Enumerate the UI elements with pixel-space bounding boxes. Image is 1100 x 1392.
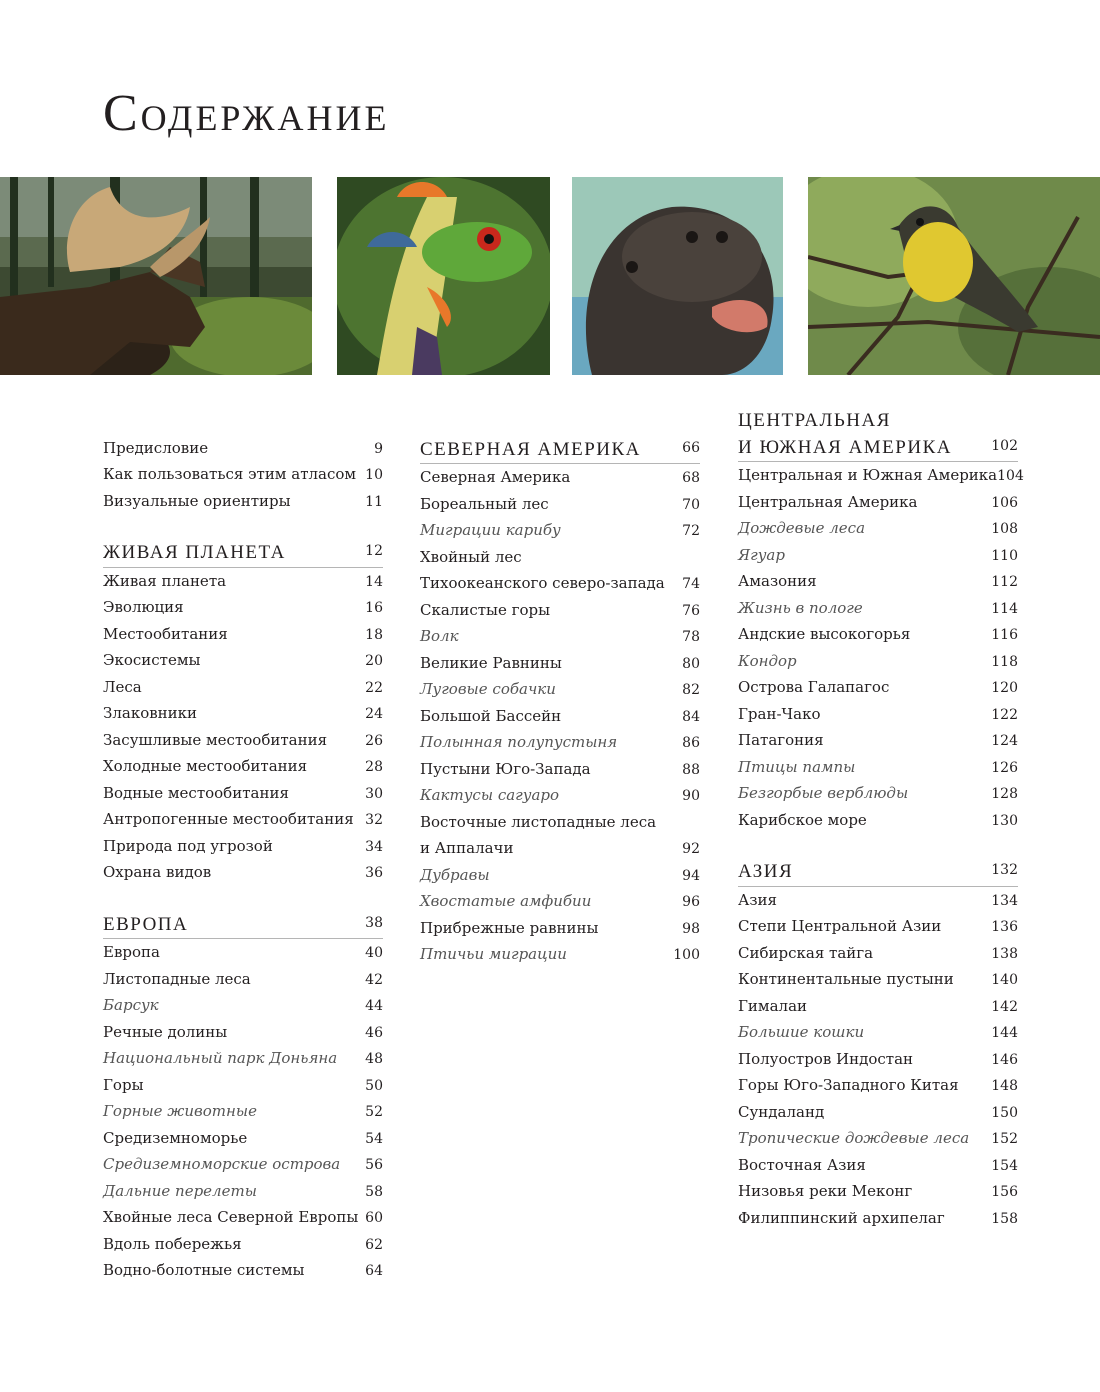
section-list-north-america xyxy=(420,464,700,968)
yellow-bird-photo xyxy=(808,177,1100,375)
toc-column-1 xyxy=(103,408,383,1284)
toc-feature-item[interactable]: Дальние перелеты 58 xyxy=(103,1181,383,1200)
toc-item[interactable]: Водно-болотные системы 64 xyxy=(103,1261,383,1279)
toc-feature-item[interactable]: Кондор 118 xyxy=(738,651,1018,670)
toc-item[interactable]: Гран-Чако 122 xyxy=(738,704,1018,723)
toc-feature-item[interactable]: Национальный парк Доньяна 48 xyxy=(103,1049,383,1067)
toc-item[interactable]: Острова Галапагос 120 xyxy=(738,678,1018,696)
toc-item[interactable]: Большой Бассейн 84 xyxy=(420,706,700,725)
section-list-europe xyxy=(103,939,383,1284)
toc-item[interactable]: Предисловие 9 xyxy=(103,438,383,457)
toc-feature-item[interactable]: Барсук 44 xyxy=(103,996,383,1014)
toc-item[interactable]: Центральная Америка 106 xyxy=(738,492,1018,511)
toc-item[interactable]: Тихоокеанского северо-запада 74 xyxy=(420,574,700,592)
toc-item[interactable]: Бореальный лес 70 xyxy=(420,494,700,513)
pygmy-hippo-photo xyxy=(572,177,783,375)
toc-feature-item[interactable]: Безгорбые верблюды 128 xyxy=(738,784,1018,802)
toc-item[interactable]: Визуальные ориентиры 11 xyxy=(103,491,383,510)
toc-item[interactable]: Полуостров Индостан 146 xyxy=(738,1049,1018,1068)
page-title: Содержание xyxy=(103,85,390,142)
toc-feature-item[interactable]: Хвостатые амфибии 96 xyxy=(420,892,700,910)
section-heading-asia[interactable]: АЗИЯ 132 xyxy=(738,857,1018,887)
toc-item[interactable]: Патагония 124 xyxy=(738,731,1018,749)
toc-feature-item[interactable]: Дождевые леса 108 xyxy=(738,519,1018,537)
toc-item[interactable]: Листопадные леса 42 xyxy=(103,969,383,988)
toc-item[interactable]: Горы 50 xyxy=(103,1075,383,1094)
toc-item[interactable]: Горы Юго-Западного Китая 148 xyxy=(738,1076,1018,1094)
toc-item[interactable]: Эволюция 16 xyxy=(103,598,383,616)
section-heading-living-planet[interactable]: ЖИВАЯ ПЛАНЕТА 12 xyxy=(103,538,383,568)
toc-item[interactable]: Как пользоваться этим атласом 10 xyxy=(103,465,383,483)
section-heading-europe[interactable]: ЕВРОПА 38 xyxy=(103,910,383,940)
section-list-central-south-america xyxy=(738,462,1024,833)
toc-item[interactable]: Сибирская тайга 138 xyxy=(738,943,1018,962)
toc-item[interactable]: Экосистемы 20 xyxy=(103,651,383,669)
toc-item[interactable]: Средиземноморье 54 xyxy=(103,1128,383,1147)
toc-feature-item[interactable]: Миграции карибу 72 xyxy=(420,521,700,539)
toc-feature-item[interactable]: Дубравы 94 xyxy=(420,865,700,884)
toc-item[interactable]: Азия 134 xyxy=(738,890,1018,909)
toc-feature-item[interactable]: Средиземноморские острова 56 xyxy=(103,1155,383,1173)
toc-item[interactable]: Засушливые местообитания 26 xyxy=(103,730,383,749)
toc-feature-item[interactable]: Жизнь в пологе 114 xyxy=(738,598,1018,617)
toc-item[interactable]: Северная Америка 68 xyxy=(420,468,700,486)
toc-item[interactable]: Сундаланд 150 xyxy=(738,1102,1018,1121)
toc-intro-list xyxy=(103,435,383,515)
toc-item[interactable]: Филиппинский архипелаг 158 xyxy=(738,1208,1018,1227)
toc-item[interactable]: Природа под угрозой 34 xyxy=(103,836,383,855)
toc-item[interactable]: Великие Равнины 80 xyxy=(420,653,700,672)
section-heading-central-south-america[interactable]: ЦЕНТРАЛЬНАЯ И ЮЖНАЯ АМЕРИКА 102 xyxy=(738,408,1018,462)
toc-feature-item[interactable]: Горные животные 52 xyxy=(103,1102,383,1120)
toc-feature-item[interactable]: Тропические дождевые леса 152 xyxy=(738,1129,1018,1147)
toc-feature-item[interactable]: Полынная полупустыня 86 xyxy=(420,733,700,751)
toc-item[interactable]: Живая планета 14 xyxy=(103,571,383,590)
toc-item[interactable]: Водные местообитания 30 xyxy=(103,783,383,802)
toc-item[interactable]: Европа 40 xyxy=(103,943,383,961)
toc-feature-item[interactable]: Ягуар 110 xyxy=(738,545,1018,564)
toc-item[interactable]: Гималаи 142 xyxy=(738,996,1018,1015)
toc-item[interactable]: Пустыни Юго-Запада 88 xyxy=(420,759,700,778)
toc-feature-item[interactable]: Луговые собачки 82 xyxy=(420,680,700,698)
section-list-asia xyxy=(738,887,1018,1232)
toc-column-2 xyxy=(420,408,700,968)
tree-frog-photo xyxy=(337,177,550,375)
toc-item[interactable]: Злаковники 24 xyxy=(103,704,383,722)
toc-item[interactable]: Леса 22 xyxy=(103,677,383,696)
toc-item[interactable]: Низовья реки Меконг 156 xyxy=(738,1182,1018,1200)
toc-item[interactable]: Амазония 112 xyxy=(738,572,1018,590)
section-heading-north-america[interactable]: СЕВЕРНАЯ АМЕРИКА 66 xyxy=(420,435,700,465)
toc-item[interactable]: и Аппалачи 92 xyxy=(420,839,700,857)
toc-item[interactable]: Прибрежные равнины 98 xyxy=(420,918,700,937)
moose-photo xyxy=(0,177,312,375)
toc-item[interactable]: Антропогенные местообитания 32 xyxy=(103,810,383,828)
toc-feature-item[interactable]: Волк 78 xyxy=(420,627,700,645)
toc-feature-item[interactable]: Большие кошки 144 xyxy=(738,1023,1018,1041)
toc-item[interactable]: Скалистые горы 76 xyxy=(420,600,700,619)
toc-item[interactable]: Континентальные пустыни 140 xyxy=(738,970,1018,988)
toc-feature-item[interactable]: Кактусы сагуаро 90 xyxy=(420,786,700,804)
toc-item[interactable]: Центральная и Южная Америка 104 xyxy=(738,466,1024,484)
toc-item[interactable]: Местообитания 18 xyxy=(103,624,383,643)
toc-item[interactable]: Степи Центральной Азии 136 xyxy=(738,917,1018,935)
toc-item[interactable]: Хвойные леса Северной Европы 60 xyxy=(103,1208,383,1226)
toc-feature-item[interactable]: Птичьи миграции 100 xyxy=(420,945,700,963)
toc-item[interactable]: Холодные местообитания 28 xyxy=(103,757,383,775)
section-list-living-planet xyxy=(103,568,383,886)
toc-item[interactable]: Хвойный лес xyxy=(420,547,522,566)
toc-item[interactable]: Восточные листопадные леса xyxy=(420,812,657,831)
toc-item[interactable]: Охрана видов 36 xyxy=(103,863,383,881)
toc-item[interactable]: Речные долины 46 xyxy=(103,1022,383,1041)
toc-item[interactable]: Карибское море 130 xyxy=(738,810,1018,829)
toc-item[interactable]: Вдоль побережья 62 xyxy=(103,1234,383,1253)
toc-column-3 xyxy=(738,408,1024,1231)
toc-item[interactable]: Андские высокогорья 116 xyxy=(738,625,1018,643)
toc-item[interactable]: Восточная Азия 154 xyxy=(738,1155,1018,1174)
toc-feature-item[interactable]: Птицы пампы 126 xyxy=(738,757,1018,776)
